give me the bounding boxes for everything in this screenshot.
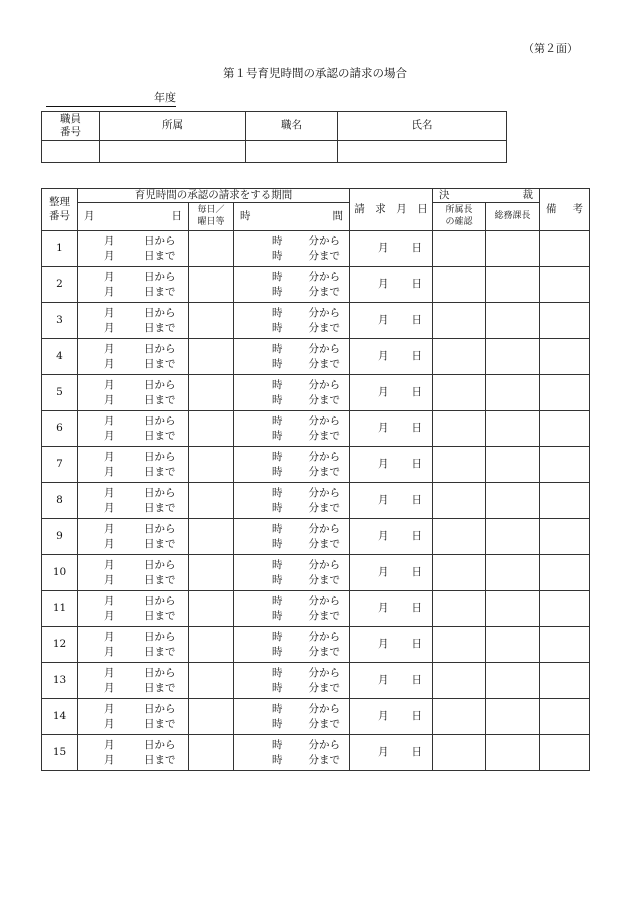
staff-no-cell[interactable] — [42, 141, 100, 163]
remarks-cell[interactable] — [540, 663, 590, 699]
row-number: 8 — [42, 483, 78, 519]
request-date-cell[interactable]: 月 日 — [350, 411, 433, 447]
daily-cell[interactable] — [189, 339, 234, 375]
daily-cell[interactable] — [189, 735, 234, 771]
affiliation-header: 所属 — [100, 112, 246, 141]
head-confirm-cell[interactable] — [433, 303, 486, 339]
remarks-cell[interactable] — [540, 267, 590, 303]
request-date-cell[interactable]: 月 日 — [350, 735, 433, 771]
table-row — [42, 591, 590, 627]
daily-cell[interactable] — [189, 699, 234, 735]
date-range-cell[interactable]: 月 日から 月 日まで — [78, 555, 189, 591]
time-range-cell[interactable]: 時 分から 時 分まで — [234, 231, 350, 267]
name-cell[interactable] — [338, 141, 507, 163]
row-number: 13 — [42, 663, 78, 699]
row-number: 7 — [42, 447, 78, 483]
request-date-header: 請 求 月 日 — [350, 189, 433, 231]
time-range-cell[interactable]: 時 分から 時 分まで — [234, 483, 350, 519]
time-range-cell[interactable]: 時 分から 時 分まで — [234, 519, 350, 555]
date-range-cell[interactable]: 月 日から 月 日まで — [78, 375, 189, 411]
manager-cell[interactable] — [486, 591, 540, 627]
time-range-cell[interactable]: 時 分から 時 分まで — [234, 699, 350, 735]
table-row — [42, 447, 590, 483]
request-date-cell[interactable]: 月 日 — [350, 231, 433, 267]
table-row — [42, 303, 590, 339]
remarks-cell[interactable] — [540, 591, 590, 627]
daily-cell[interactable] — [189, 627, 234, 663]
remarks-cell[interactable] — [540, 735, 590, 771]
remarks-cell[interactable] — [540, 375, 590, 411]
daily-cell[interactable] — [189, 663, 234, 699]
row-number: 2 — [42, 267, 78, 303]
head-confirm-cell[interactable] — [433, 483, 486, 519]
head-confirm-cell[interactable] — [433, 447, 486, 483]
manager-cell[interactable] — [486, 267, 540, 303]
date-range-cell[interactable]: 月 日から 月 日まで — [78, 483, 189, 519]
request-date-cell[interactable]: 月 日 — [350, 447, 433, 483]
request-date-cell[interactable]: 月 日 — [350, 627, 433, 663]
manager-cell[interactable] — [486, 627, 540, 663]
manager-cell[interactable] — [486, 663, 540, 699]
remarks-cell[interactable] — [540, 231, 590, 267]
remarks-header: 備 考 — [540, 189, 590, 231]
row-number: 10 — [42, 555, 78, 591]
manager-cell[interactable] — [486, 447, 540, 483]
table-row — [42, 411, 590, 447]
remarks-cell[interactable] — [540, 447, 590, 483]
time-range-cell[interactable]: 時 分から 時 分まで — [234, 267, 350, 303]
request-date-cell[interactable]: 月 日 — [350, 375, 433, 411]
page-number-label: （第２面） — [523, 42, 578, 55]
remarks-cell[interactable] — [540, 303, 590, 339]
time-range-cell[interactable]: 時 分から 時 分まで — [234, 735, 350, 771]
month-day-header: 月 日 — [78, 203, 189, 231]
table-row — [42, 735, 590, 771]
time-range-cell[interactable]: 時 分から 時 分まで — [234, 663, 350, 699]
head-confirm-cell[interactable] — [433, 555, 486, 591]
head-confirm-cell[interactable] — [433, 231, 486, 267]
remarks-cell[interactable] — [540, 483, 590, 519]
head-confirm-cell[interactable] — [433, 375, 486, 411]
request-date-cell[interactable]: 月 日 — [350, 663, 433, 699]
date-range-cell[interactable]: 月 日から 月 日まで — [78, 447, 189, 483]
name-header: 氏名 — [338, 112, 507, 141]
table-row — [42, 231, 590, 267]
row-number: 15 — [42, 735, 78, 771]
remarks-cell[interactable] — [540, 699, 590, 735]
daily-cell[interactable] — [189, 447, 234, 483]
date-range-cell[interactable]: 月 日から 月 日まで — [78, 663, 189, 699]
staff-no-header: 職員 番号 — [42, 112, 100, 141]
job-title-header: 職名 — [246, 112, 338, 141]
head-confirm-cell[interactable] — [433, 519, 486, 555]
table-row — [42, 627, 590, 663]
manager-header: 総務課長 — [486, 203, 540, 231]
col-no-header: 整理 番号 — [42, 189, 78, 231]
time-range-cell[interactable]: 時 分から 時 分まで — [234, 555, 350, 591]
date-range-cell[interactable]: 月 日から 月 日まで — [78, 627, 189, 663]
row-number: 3 — [42, 303, 78, 339]
manager-cell[interactable] — [486, 699, 540, 735]
manager-cell[interactable] — [486, 303, 540, 339]
time-range-cell[interactable]: 時 分から 時 分まで — [234, 627, 350, 663]
request-date-cell[interactable]: 月 日 — [350, 303, 433, 339]
request-date-cell[interactable]: 月 日 — [350, 591, 433, 627]
daily-cell[interactable] — [189, 591, 234, 627]
request-date-cell[interactable]: 月 日 — [350, 483, 433, 519]
date-range-cell[interactable]: 月 日から 月 日まで — [78, 591, 189, 627]
remarks-cell[interactable] — [540, 411, 590, 447]
date-range-cell[interactable]: 月 日から 月 日まで — [78, 411, 189, 447]
head-confirm-header: 所属長 の確認 — [433, 203, 486, 231]
manager-cell[interactable] — [486, 519, 540, 555]
manager-cell[interactable] — [486, 375, 540, 411]
time-range-cell[interactable]: 時 分から 時 分まで — [234, 447, 350, 483]
fiscal-year-field[interactable] — [46, 89, 176, 107]
head-confirm-cell[interactable] — [433, 735, 486, 771]
time-range-cell[interactable]: 時 分から 時 分まで — [234, 375, 350, 411]
time-header: 時 間 — [234, 203, 350, 231]
row-number: 6 — [42, 411, 78, 447]
date-range-cell[interactable]: 月 日から 月 日まで — [78, 303, 189, 339]
job-title-cell[interactable] — [246, 141, 338, 163]
time-range-cell[interactable]: 時 分から 時 分まで — [234, 411, 350, 447]
row-number: 4 — [42, 339, 78, 375]
head-confirm-cell[interactable] — [433, 591, 486, 627]
manager-cell[interactable] — [486, 483, 540, 519]
manager-cell[interactable] — [486, 555, 540, 591]
manager-cell[interactable] — [486, 339, 540, 375]
daily-cell[interactable] — [189, 555, 234, 591]
table-row — [42, 339, 590, 375]
staff-info-table — [41, 111, 507, 163]
row-number: 11 — [42, 591, 78, 627]
request-date-cell[interactable]: 月 日 — [350, 519, 433, 555]
daily-cell[interactable] — [189, 411, 234, 447]
remarks-cell[interactable] — [540, 339, 590, 375]
staff-header-row — [42, 112, 507, 141]
year-label: 年度 — [154, 91, 176, 104]
request-date-cell[interactable]: 月 日 — [350, 339, 433, 375]
time-range-cell[interactable]: 時 分から 時 分まで — [234, 303, 350, 339]
head-confirm-cell[interactable] — [433, 411, 486, 447]
table-row — [42, 555, 590, 591]
time-range-cell[interactable]: 時 分から 時 分まで — [234, 591, 350, 627]
table-row — [42, 267, 590, 303]
daily-cell[interactable] — [189, 303, 234, 339]
date-range-cell[interactable]: 月 日から 月 日まで — [78, 519, 189, 555]
head-confirm-cell[interactable] — [433, 267, 486, 303]
request-date-cell[interactable]: 月 日 — [350, 699, 433, 735]
row-number: 12 — [42, 627, 78, 663]
date-range-cell[interactable]: 月 日から 月 日まで — [78, 699, 189, 735]
head-confirm-cell[interactable] — [433, 339, 486, 375]
manager-cell[interactable] — [486, 231, 540, 267]
daily-cell[interactable] — [189, 267, 234, 303]
row-number: 1 — [42, 231, 78, 267]
head-confirm-cell[interactable] — [433, 663, 486, 699]
form-title: 第１号育児時間の承認の請求の場合 — [223, 66, 407, 80]
decision-header: 決 裁 — [433, 189, 540, 203]
date-range-cell[interactable]: 月 日から 月 日まで — [78, 339, 189, 375]
head-confirm-cell[interactable] — [433, 699, 486, 735]
remarks-cell[interactable] — [540, 627, 590, 663]
daily-header: 毎日／ 曜日等 — [189, 203, 234, 231]
table-row — [42, 483, 590, 519]
remarks-cell[interactable] — [540, 555, 590, 591]
request-date-cell[interactable]: 月 日 — [350, 555, 433, 591]
staff-input-row — [42, 141, 507, 163]
row-number: 9 — [42, 519, 78, 555]
request-date-cell[interactable]: 月 日 — [350, 267, 433, 303]
manager-cell[interactable] — [486, 735, 540, 771]
remarks-cell[interactable] — [540, 519, 590, 555]
affiliation-cell[interactable] — [100, 141, 246, 163]
period-header: 育児時間の承認の請求をする期間 — [78, 189, 350, 203]
daily-cell[interactable] — [189, 231, 234, 267]
row-number: 14 — [42, 699, 78, 735]
daily-cell[interactable] — [189, 375, 234, 411]
table-row — [42, 663, 590, 699]
table-row — [42, 375, 590, 411]
request-table — [41, 188, 590, 771]
date-range-cell[interactable]: 月 日から 月 日まで — [78, 735, 189, 771]
head-confirm-cell[interactable] — [433, 627, 486, 663]
time-range-cell[interactable]: 時 分から 時 分まで — [234, 339, 350, 375]
date-range-cell[interactable]: 月 日から 月 日まで — [78, 267, 189, 303]
daily-cell[interactable] — [189, 483, 234, 519]
daily-cell[interactable] — [189, 519, 234, 555]
manager-cell[interactable] — [486, 411, 540, 447]
table-row — [42, 699, 590, 735]
date-range-cell[interactable]: 月 日から 月 日まで — [78, 231, 189, 267]
row-number: 5 — [42, 375, 78, 411]
table-row — [42, 519, 590, 555]
